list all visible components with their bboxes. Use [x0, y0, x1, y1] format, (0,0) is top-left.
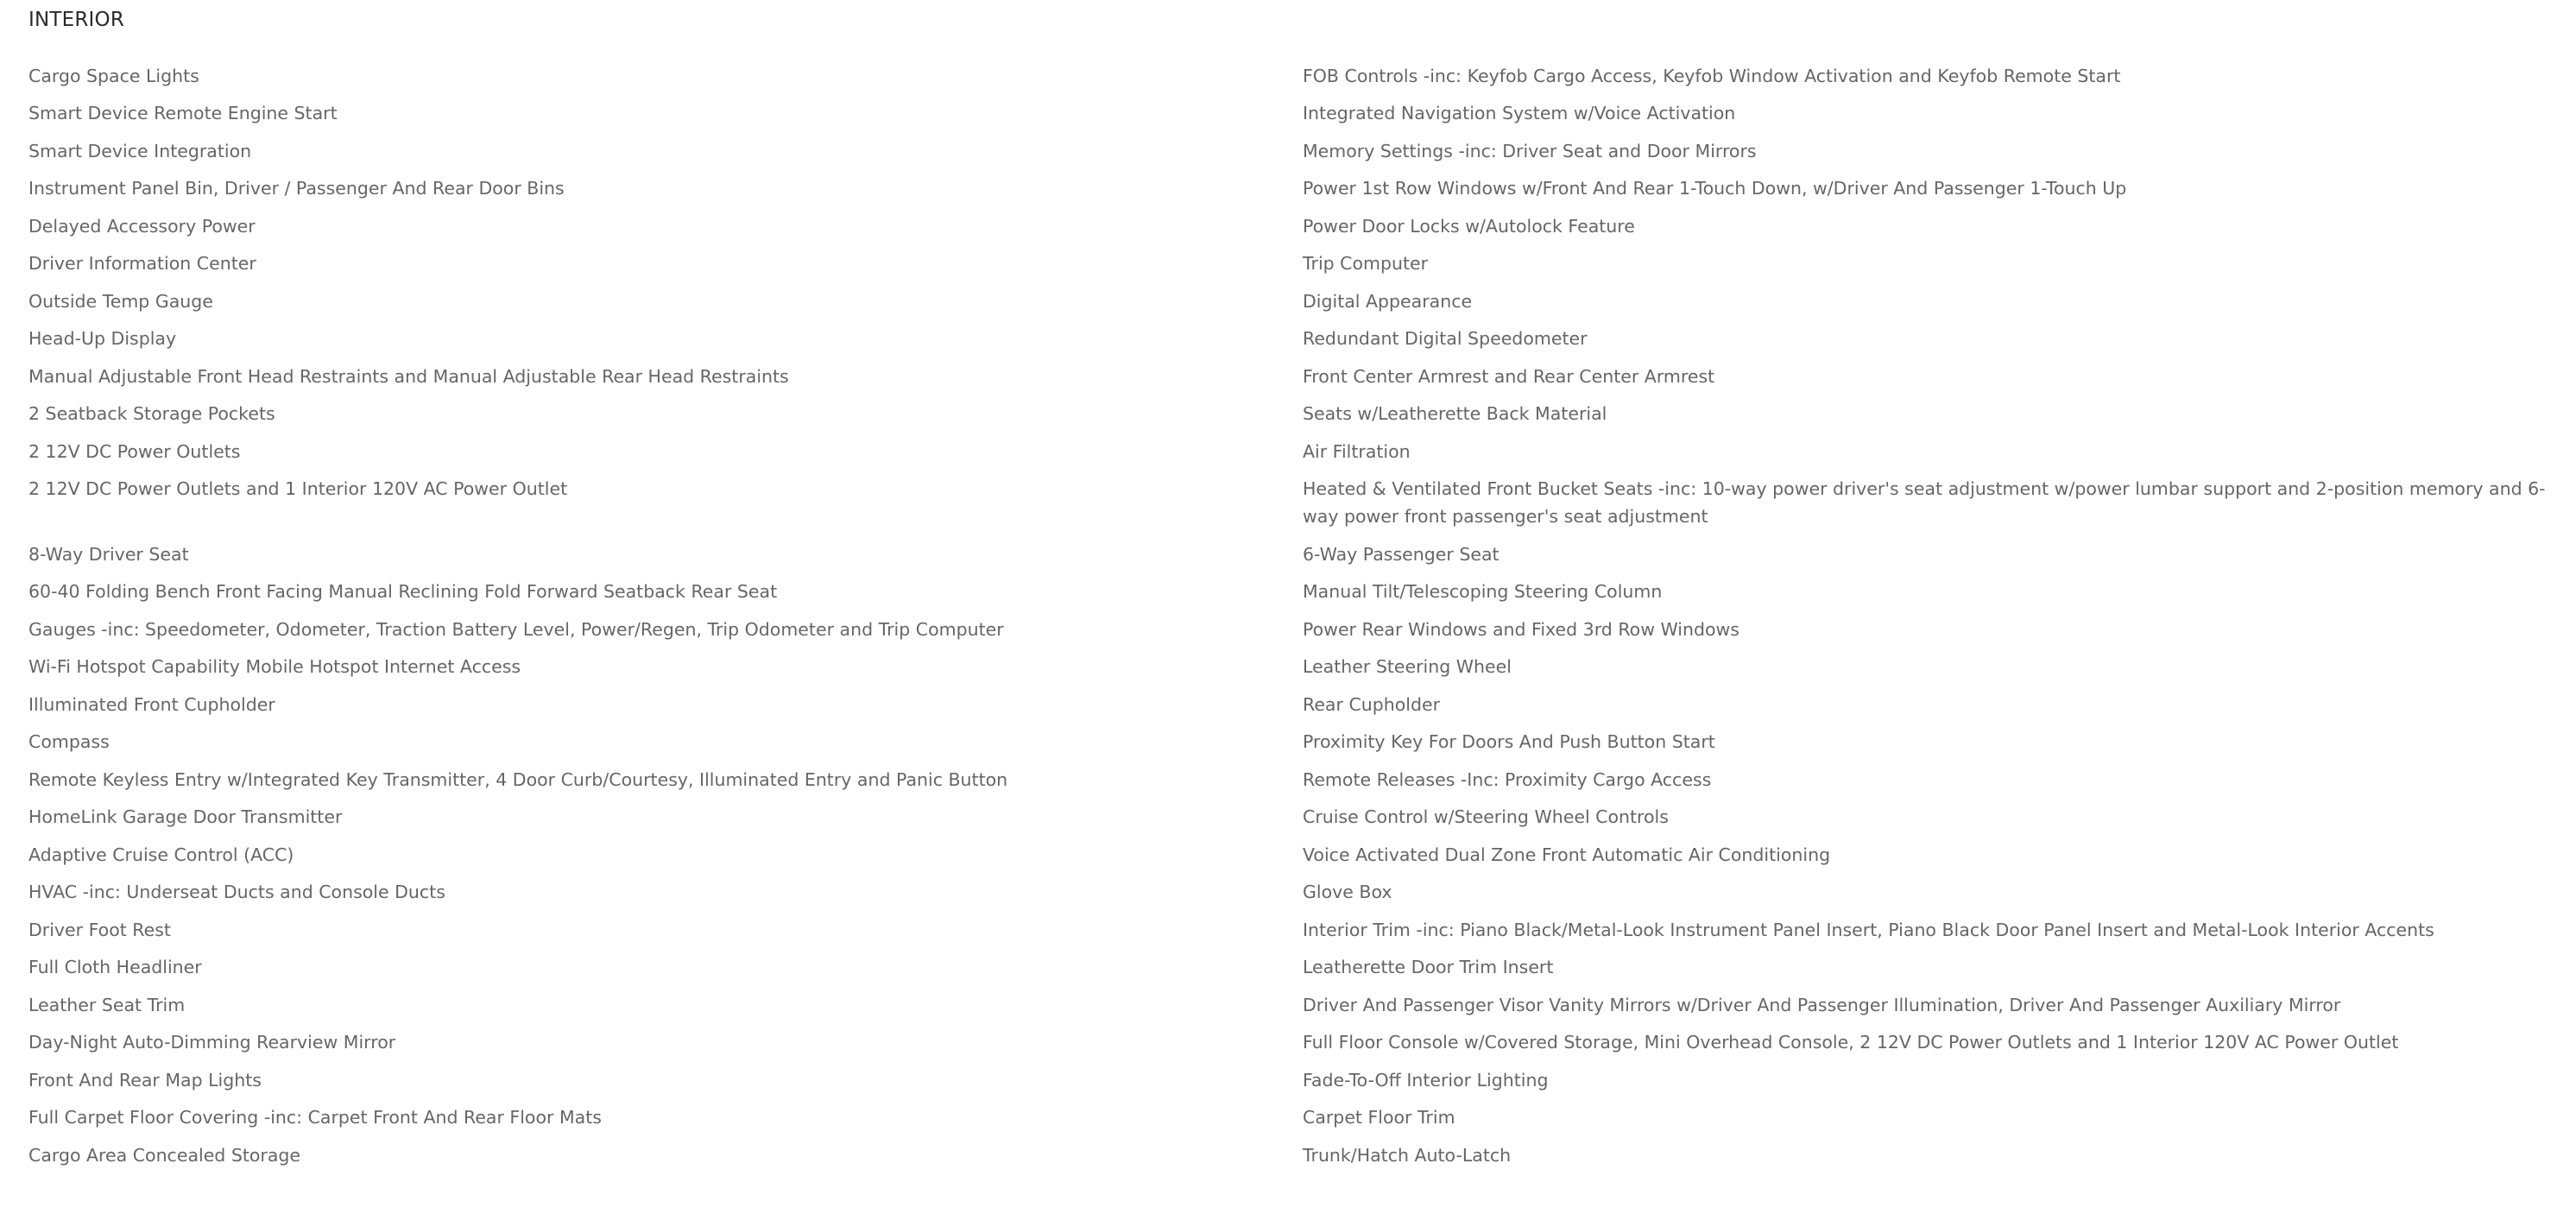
feature-item: Adaptive Cruise Control (ACC) [28, 844, 294, 865]
feature-item: Power 1st Row Windows w/Front And Rear 1-Touch Down, w/Driver And Passenger 1-Touch Up [1303, 178, 2127, 199]
feature-item: Seats w/Leatherette Back Material [1303, 403, 1607, 424]
feature-item: HVAC -inc: Underseat Ducts and Console Ducts [28, 882, 445, 902]
feature-item: Front And Rear Map Lights [28, 1069, 262, 1091]
feature-item: Proximity Key For Doors And Push Button Start [1303, 731, 1715, 752]
feature-item: Power Door Locks w/Autolock Feature [1303, 215, 1635, 237]
feature-item: Air Filtration [1303, 440, 1411, 462]
feature-item: 2 Seatback Storage Pockets [28, 403, 275, 424]
feature-item: Day-Night Auto-Dimming Rearview Mirror [28, 1032, 396, 1053]
feature-item: Fade-To-Off Interior Lighting [1303, 1069, 1549, 1091]
feature-item: Digital Appearance [1303, 290, 1473, 312]
feature-item: Head-Up Display [28, 328, 177, 349]
feature-item: Smart Device Remote Engine Start [28, 103, 338, 123]
feature-item: Driver And Passenger Visor Vanity Mirrors w/Driver And Passenger Illumination, Driver And Passenger Auxiliary Mirror [1303, 994, 2341, 1015]
feature-item: Illuminated Front Cupholder [28, 693, 275, 715]
feature-item: Leather Seat Trim [28, 994, 186, 1015]
feature-item: Remote Keyless Entry w/Integrated Key Transmitter, 4 Door Curb/Courtesy, Illuminated Entry and Panic Button [28, 768, 1008, 790]
feature-item: Leatherette Door Trim Insert [1303, 957, 1554, 977]
feature-item: Gauges -inc: Speedometer, Odometer, Traction Battery Level, Power/Regen, Trip Odometer and Trip Computer [28, 618, 1004, 640]
feature-item: Rear Cupholder [1303, 693, 1441, 715]
feature-item: Integrated Navigation System w/Voice Activation [1303, 103, 1736, 123]
feature-item: Remote Releases -Inc: Proximity Cargo Access [1303, 768, 1712, 790]
feature-item: Full Carpet Floor Covering -inc: Carpet Front And Rear Floor Mats [28, 1107, 602, 1128]
feature-item: Full Cloth Headliner [28, 957, 202, 977]
feature-item: Leather Steering Wheel [1303, 656, 1512, 677]
feature-item: 2 12V DC Power Outlets and 1 Interior 120V AC Power Outlet [28, 478, 568, 499]
feature-item: Instrument Panel Bin, Driver / Passenger And Rear Door Bins [28, 178, 565, 199]
feature-item: Driver Information Center [28, 253, 256, 274]
feature-item: 60-40 Folding Bench Front Facing Manual Reclining Fold Forward Seatback Rear Seat [28, 581, 778, 602]
feature-item: Power Rear Windows and Fixed 3rd Row Windows [1303, 618, 1739, 640]
feature-item: Redundant Digital Speedometer [1303, 328, 1588, 349]
feature-item: Outside Temp Gauge [28, 290, 213, 312]
feature-item: Trunk/Hatch Auto-Latch [1303, 1144, 1512, 1166]
feature-item: Voice Activated Dual Zone Front Automatic Air Conditioning [1303, 844, 1831, 865]
feature-item: Front Center Armrest and Rear Center Armrest [1303, 365, 1715, 387]
feature-item: Carpet Floor Trim [1303, 1107, 1455, 1128]
feature-item: 8-Way Driver Seat [28, 543, 189, 565]
feature-item: Cargo Area Concealed Storage [28, 1144, 301, 1166]
feature-item: Smart Device Integration [28, 140, 252, 161]
feature-item: Glove Box [1303, 882, 1392, 902]
feature-item: Wi-Fi Hotspot Capability Mobile Hotspot Internet Access [28, 656, 521, 677]
feature-item: Driver Foot Rest [28, 919, 171, 940]
feature-item: 2 12V DC Power Outlets [28, 440, 241, 462]
section-title: INTERIOR [28, 9, 125, 31]
feature-item: Memory Settings -inc: Driver Seat and Door Mirrors [1303, 140, 1757, 161]
feature-item: 6-Way Passenger Seat [1303, 543, 1500, 565]
feature-item: Delayed Accessory Power [28, 215, 256, 237]
feature-item: Cruise Control w/Steering Wheel Controls [1303, 806, 1669, 827]
feature-item: Manual Adjustable Front Head Restraints and Manual Adjustable Rear Head Restraints [28, 365, 789, 387]
feature-item: Manual Tilt/Telescoping Steering Column [1303, 581, 1663, 602]
feature-item: Compass [28, 731, 110, 752]
features-grid [28, 57, 2549, 1174]
feature-item: Trip Computer [1303, 253, 1429, 274]
feature-item: FOB Controls -inc: Keyfob Cargo Access, Keyfob Window Activation and Keyfob Remote Start [1303, 65, 2121, 86]
feature-item: Interior Trim -inc: Piano Black/Metal-Look Instrument Panel Insert, Piano Black Door Panel Insert and Metal-Look Interior Accents [1303, 919, 2434, 940]
feature-item: HomeLink Garage Door Transmitter [28, 806, 343, 827]
feature-item: Cargo Space Lights [28, 65, 199, 86]
feature-item: Heated & Ventilated Front Bucket Seats -inc: 10-way power driver's seat adjustment w/power lumbar support and 2-position memory and 6-way power front passenger's seat adjustment [1303, 478, 2546, 527]
feature-item: Full Floor Console w/Covered Storage, Mini Overhead Console, 2 12V DC Power Outlets and 1 Interior 120V AC Power Outlet [1303, 1032, 2399, 1053]
